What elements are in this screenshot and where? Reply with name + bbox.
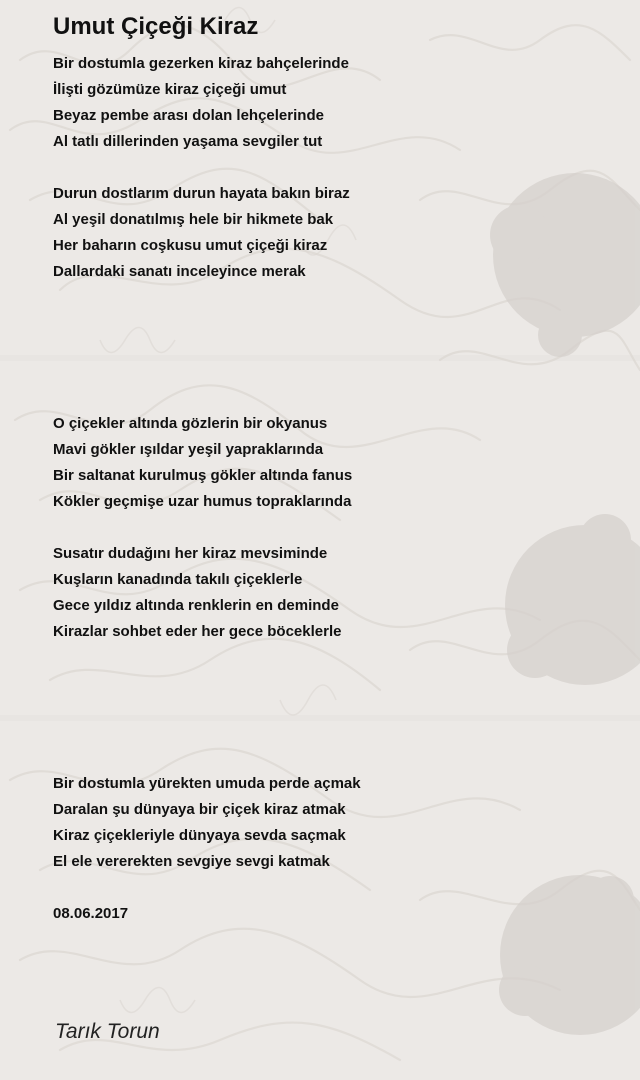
poem-line: Kuşların kanadında takılı çiçeklerle: [53, 571, 303, 588]
poem-line: Beyaz pembe arası dolan lehçelerinde: [53, 107, 324, 124]
poem-line: Durun dostlarım durun hayata bakın biraz: [53, 185, 350, 202]
poem-line: Kirazlar sohbet eder her gece böceklerle: [53, 623, 342, 640]
poem-line: O çiçekler altında gözlerin bir okyanus: [53, 415, 328, 432]
poem-date: 08.06.2017: [53, 905, 129, 922]
poem-line: Her baharın coşkusu umut çiçeği kiraz: [53, 237, 328, 254]
poem-title: Umut Çiçeği Kiraz: [53, 13, 259, 40]
poem-line: El ele vererekten sevgiye sevgi katmak: [53, 853, 330, 870]
poem-line: Gece yıldız altında renklerin en deminde: [53, 597, 339, 614]
poem-line: Mavi gökler ışıldar yeşil yapraklarında: [53, 441, 324, 458]
poem-line: Al yeşil donatılmış hele bir hikmete bak: [53, 211, 334, 228]
poem-line: Kökler geçmişe uzar humus topraklarında: [53, 493, 352, 510]
poem-line: Bir dostumla yürekten umuda perde açmak: [53, 775, 361, 792]
poem-line: Al tatlı dillerinden yaşama sevgiler tut: [53, 133, 323, 150]
poem-line: Bir saltanat kurulmuş gökler altında fanus: [53, 467, 353, 484]
poem-line: Kiraz çiçekleriyle dünyaya sevda saçmak: [53, 827, 346, 844]
poem-line: Susatır dudağını her kiraz mevsiminde: [53, 545, 328, 562]
poem-line: Bir dostumla gezerken kiraz bahçelerinde: [53, 55, 349, 72]
poem-line: İlişti gözümüze kiraz çiçeği umut: [53, 81, 287, 98]
poem-line: Dallardaki sanatı inceleyince merak: [53, 263, 306, 280]
poem-author: Tarık Torun: [55, 1020, 160, 1043]
poem-line: Daralan şu dünyaya bir çiçek kiraz atmak: [53, 801, 346, 818]
